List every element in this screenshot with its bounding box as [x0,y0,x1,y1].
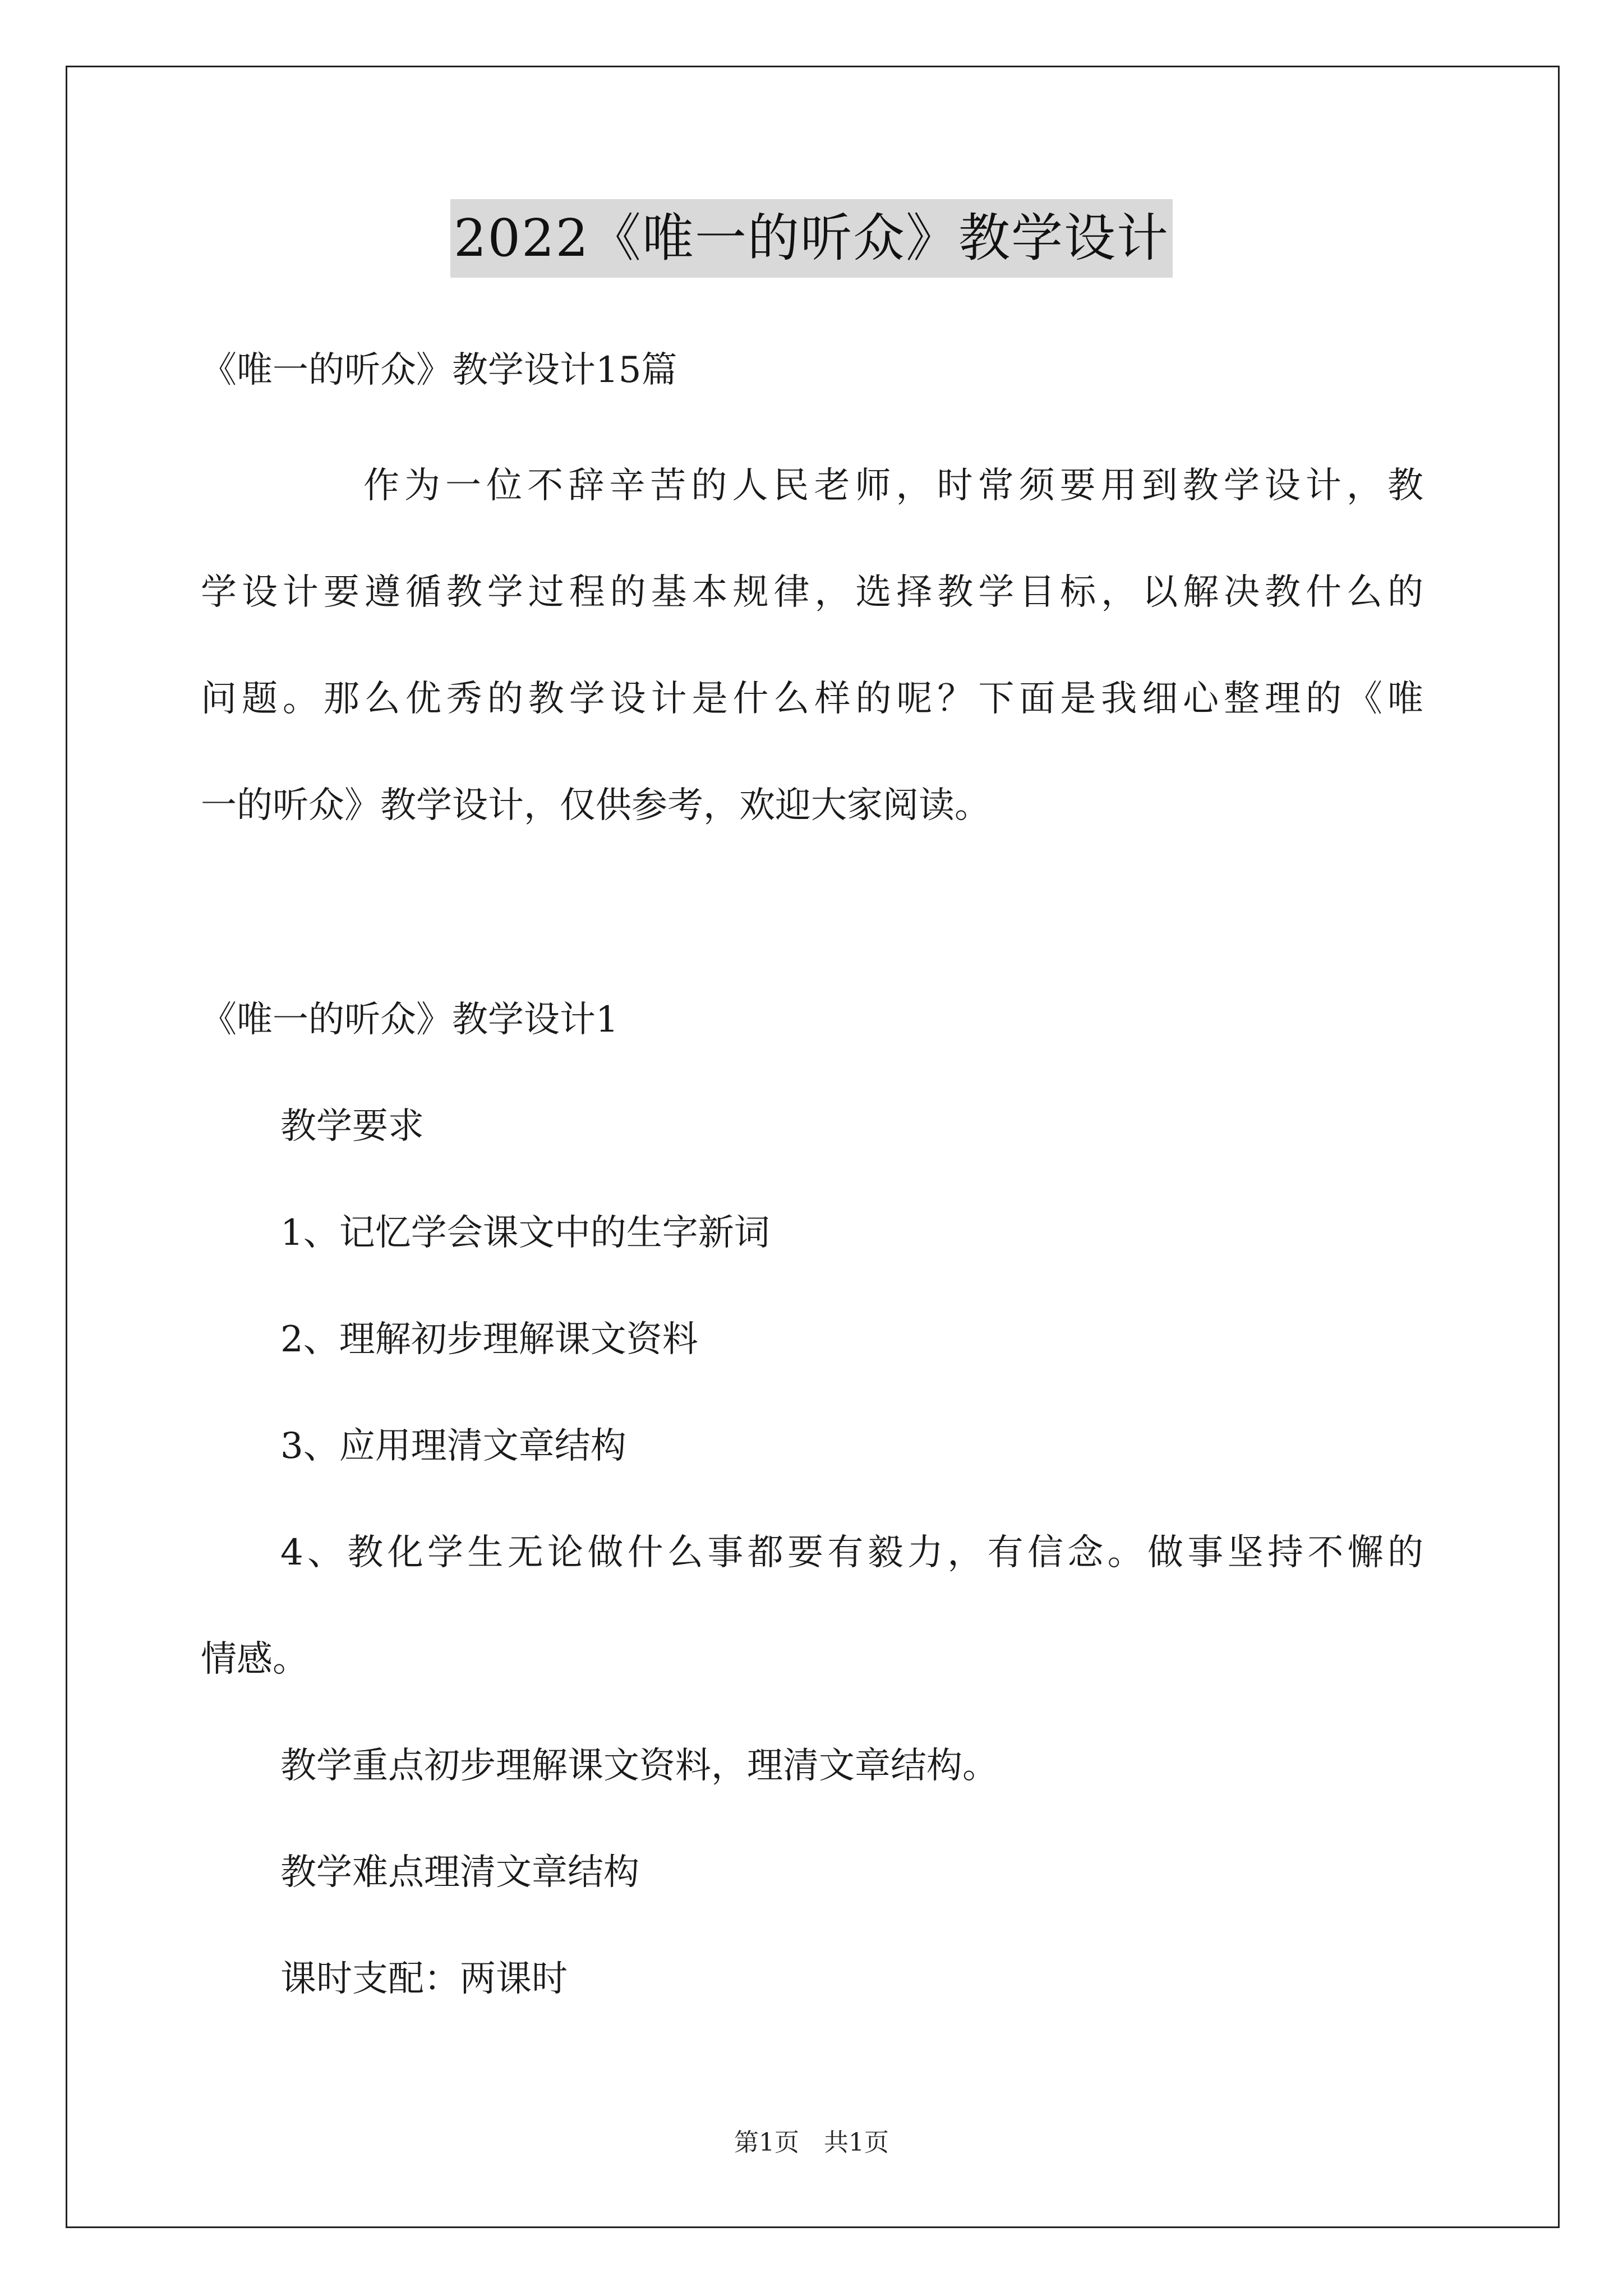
document-title: 2022《唯一的听众》教学设计 [450,199,1173,278]
title-container [0,199,1623,278]
requirements-heading: 教学要求 [280,1106,424,1147]
section-heading: 《唯一的听众》教学设计1 [201,999,619,1041]
page-number: 第1页 共1页 [734,2128,889,2157]
class-hours: 课时支配：两课时 [280,1958,568,2000]
intro-line-2: 学设计要遵循教学过程的基本规律，选择教学目标，以解决教什么的 [201,572,1423,613]
requirement-item-1: 1、记忆学会课文中的生字新词 [280,1212,770,1254]
requirement-item-3: 3、应用理清文章结构 [280,1425,626,1467]
document-subtitle: 《唯一的听众》教学设计15篇 [201,349,677,391]
intro-line-3: 问题。那么优秀的教学设计是什么样的呢？下面是我细心整理的《唯 [201,678,1423,720]
requirement-item-4-continued: 情感。 [201,1639,308,1680]
requirement-item-4: 4、教化学生无论做什么事都要有毅力，有信念。做事坚持不懈的 [280,1532,1423,1573]
intro-line-4: 一的听众》教学设计，仅供参考，欢迎大家阅读。 [201,785,990,826]
intro-line-1: 作为一位不辞辛苦的人民老师，时常须要用到教学设计，教 [363,465,1423,507]
requirement-item-2: 2、理解初步理解课文资料 [280,1319,698,1360]
difficult-point: 教学难点理清文章结构 [280,1852,639,1893]
key-point: 教学重点初步理解课文资料，理清文章结构。 [280,1745,998,1787]
